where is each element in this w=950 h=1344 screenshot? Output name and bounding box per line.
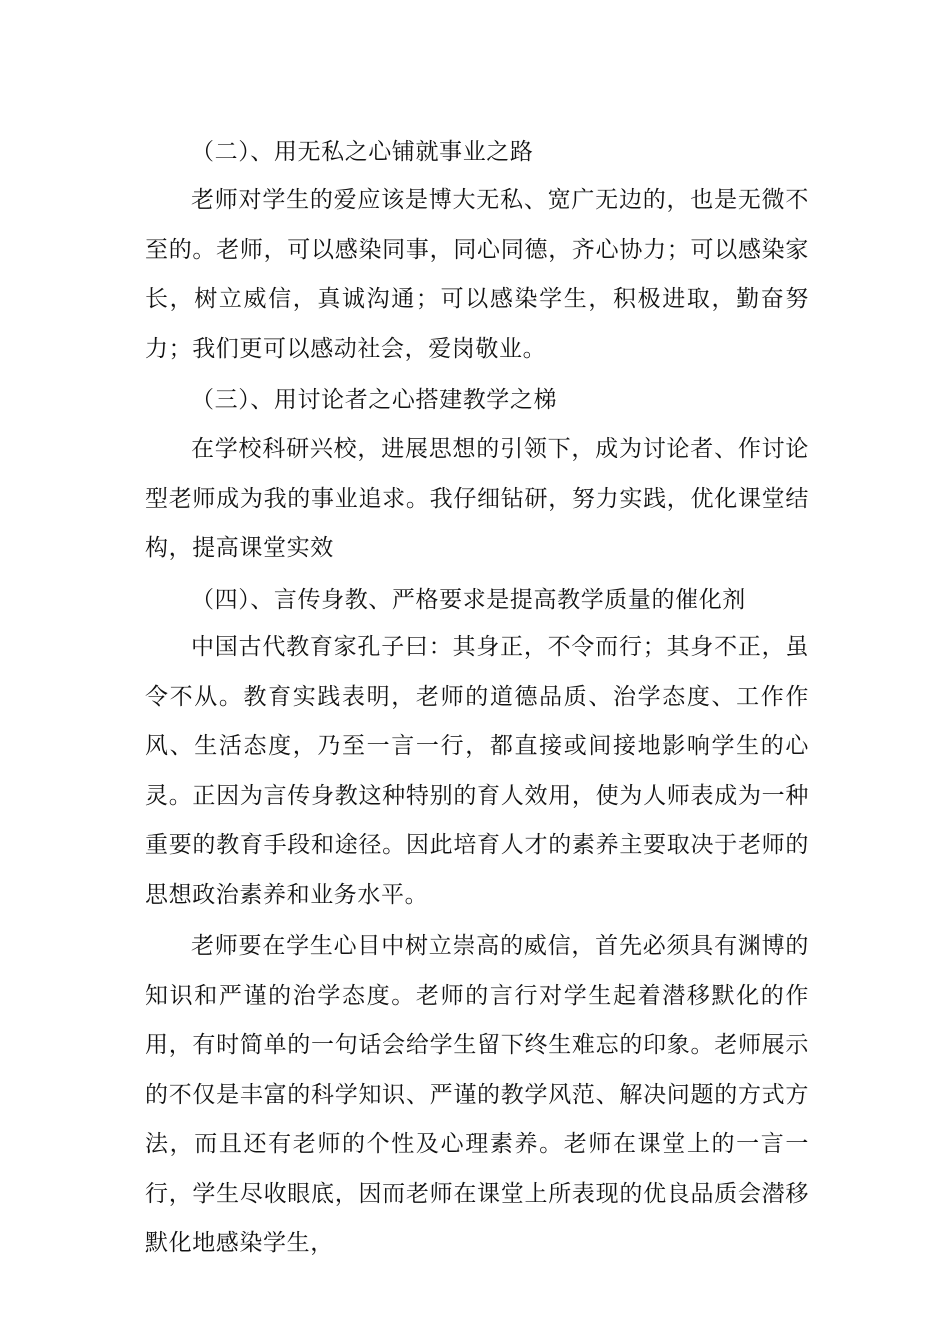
section-2-heading: （二）、用无私之心铺就事业之路 [191, 139, 534, 165]
section-4-body: 中国古代教育家孔子曰：其身正，不令而行；其身不正，虽令不从。教育实践表明，老师的道德品质、治学态度、工作作风、生活态度，乃至一言一行，都直接或间接地影响学生的心灵。正因为言传身教这种特别的育人效用，使为人师表成为一种重要的教育手段和途径。因此培育人才的素养主要取决于老师的思想政治素养和业务水平。 [145, 634, 809, 908]
section-4-body-continued: 老师要在学生心目中树立崇高的威信，首先必须具有渊博的知识和严谨的治学态度。老师的言行对学生起着潜移默化的作用，有时简单的一句话会给学生留下终生难忘的印象。老师展示的不仅是丰富的科学知识、严谨的教学风范、解决问题的方式方法，而且还有老师的个性及心理素养。老师在课堂上的一言一行，学生尽收眼底，因而老师在课堂上所表现的优良品质会潜移默化地感染学生， [145, 933, 809, 1256]
section-2-body: 老师对学生的爱应该是博大无私、宽广无边的，也是无微不至的。老师，可以感染同事，同心同德，齐心协力；可以感染家长，树立威信，真诚沟通；可以感染学生，积极进取，勤奋努力；我们更可以感动社会，爱岗敬业。 [145, 187, 809, 362]
section-3-body: 在学校科研兴校，进展思想的引领下，成为讨论者、作讨论型老师成为我的事业追求。我仔细钻研，努力实践，优化课堂结构，提高课堂实效 [145, 436, 809, 561]
section-3-heading: （三）、用讨论者之心搭建教学之梯 [191, 387, 558, 413]
section-4-heading: （四）、言传身教、严格要求是提高教学质量的催化剂 [191, 587, 746, 613]
